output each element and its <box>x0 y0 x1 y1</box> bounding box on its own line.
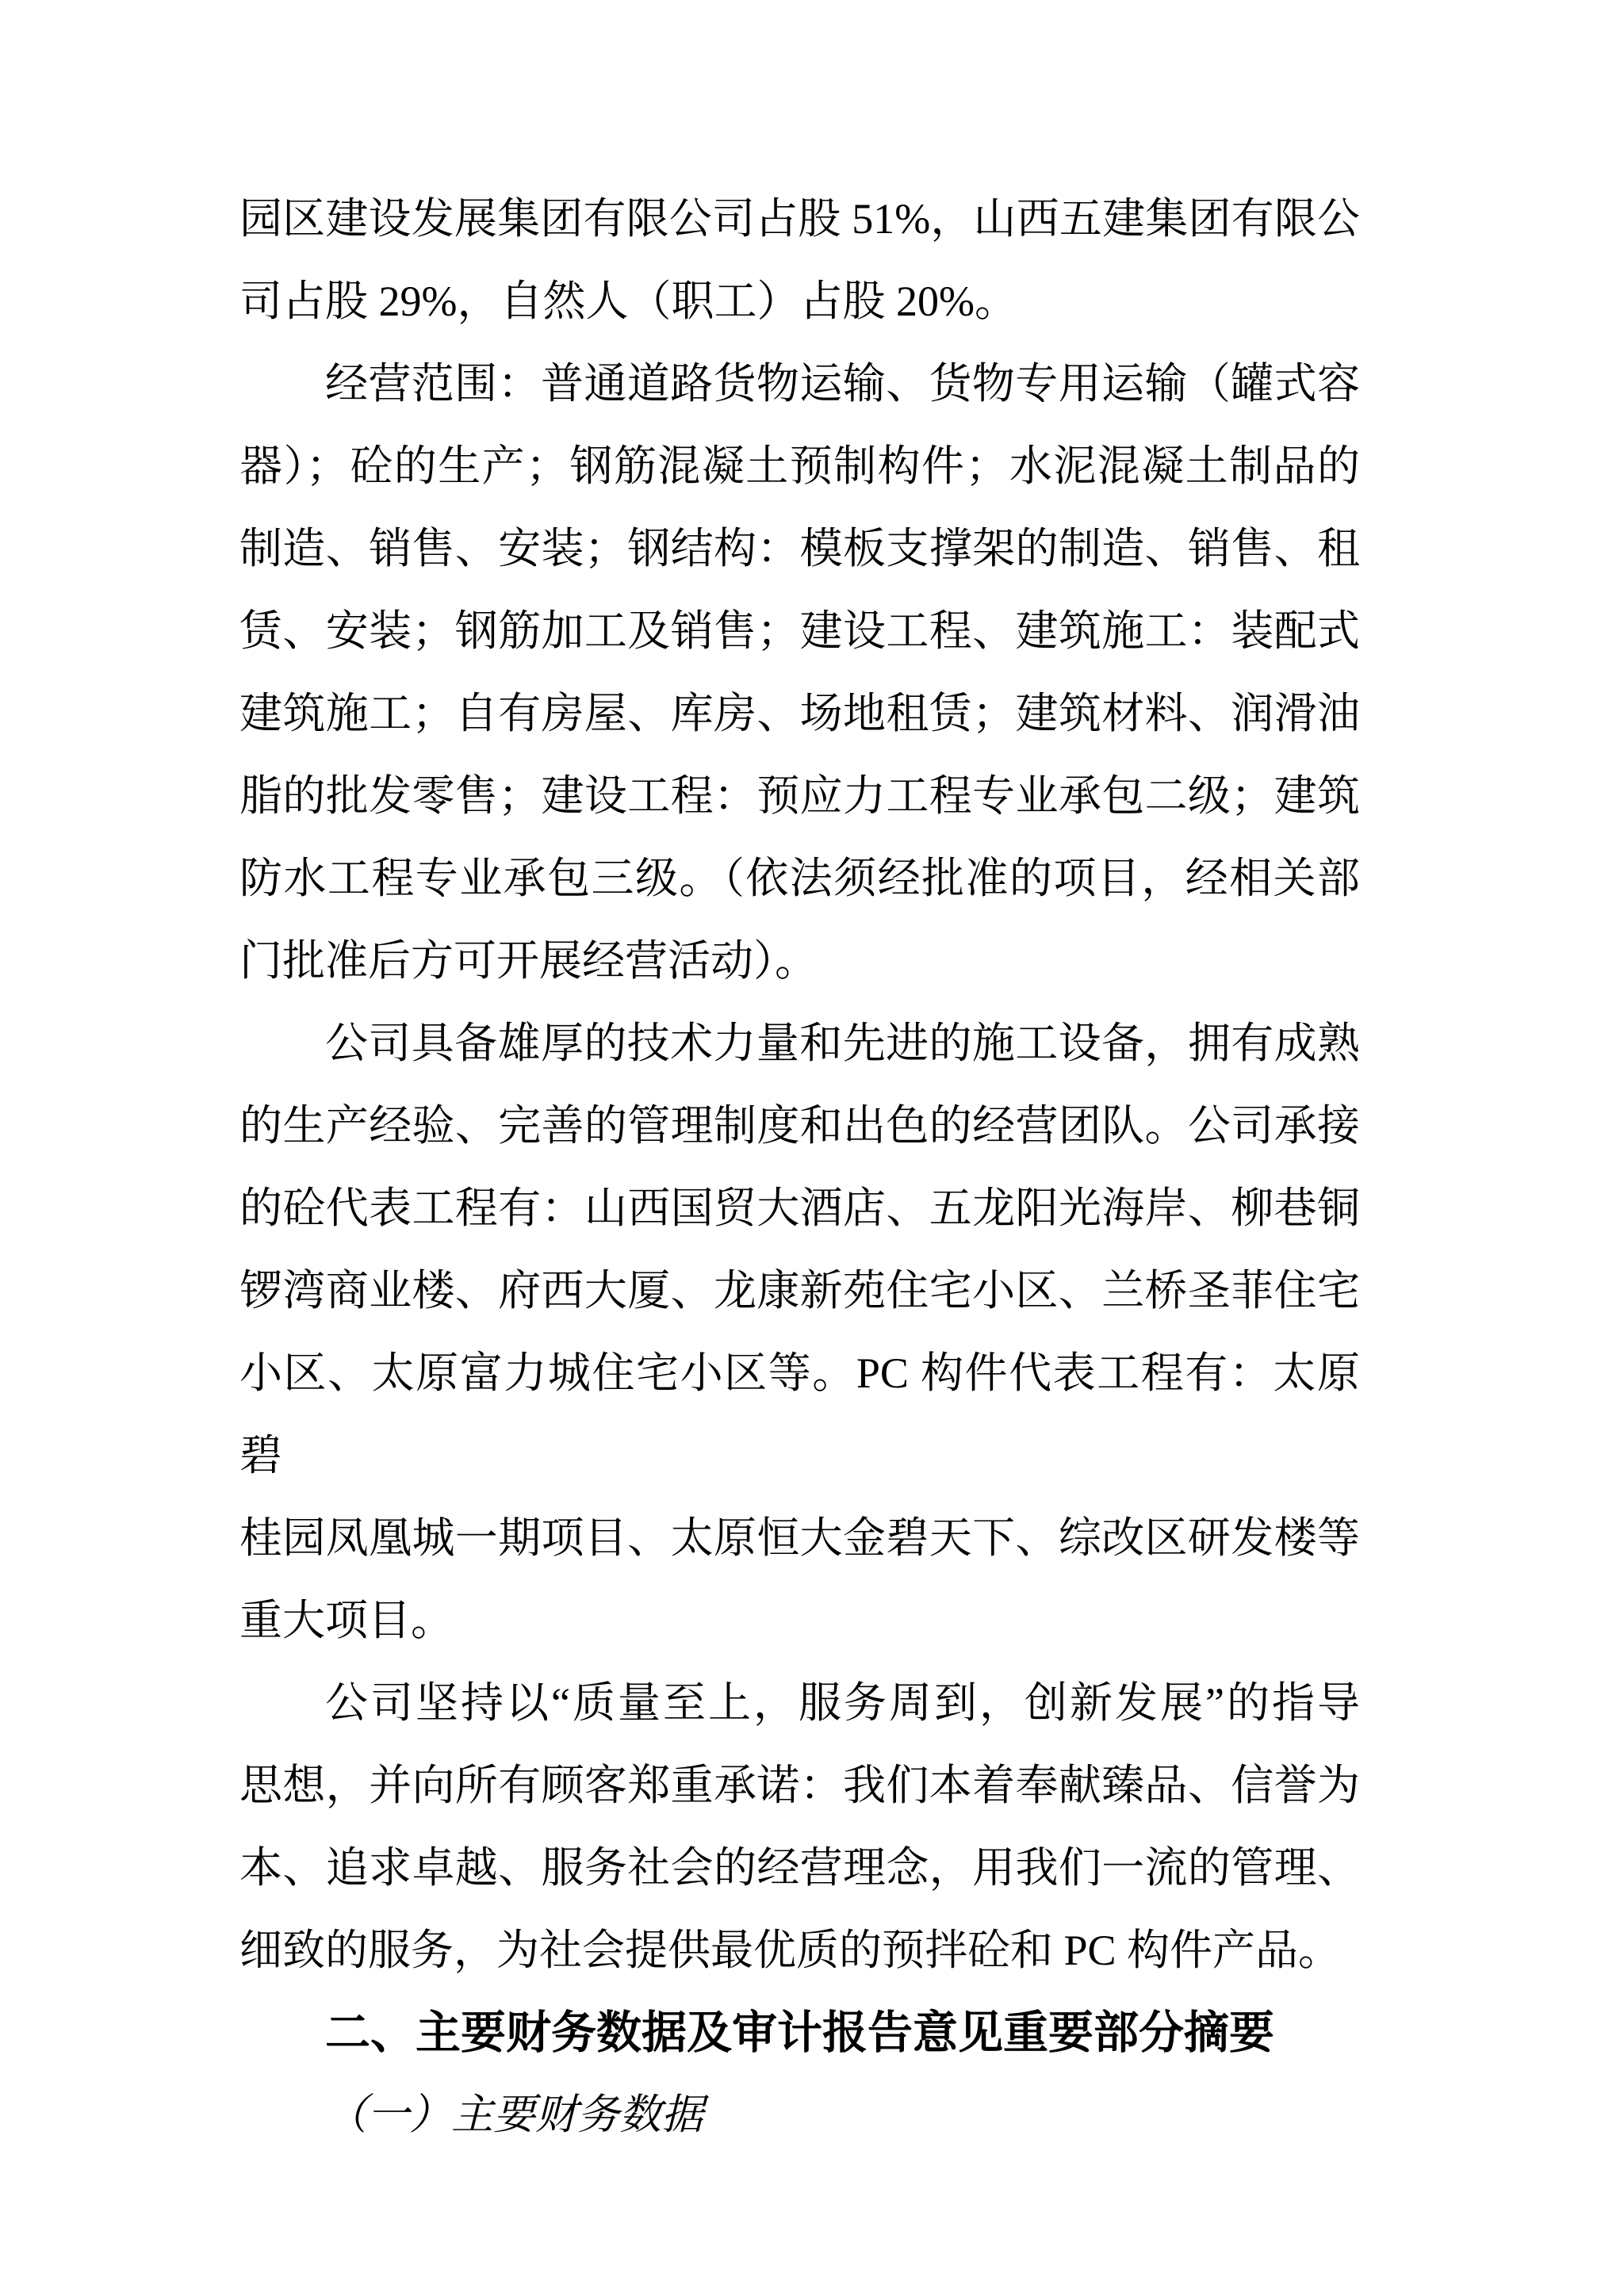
text-line: 重大项目。 <box>239 1597 454 1644</box>
text-line: 赁、安装；钢筋加工及销售；建设工程、建筑施工：装配式 <box>239 607 1360 655</box>
text-line: 公司坚持以“质量至上，服务周到，创新发展”的指导 <box>325 1679 1360 1727</box>
text-line: 制造、销售、安装；钢结构：模板支撑架的制造、销售、租 <box>239 525 1360 572</box>
text-line: 司占股 29%，自然人（职工）占股 20%。 <box>239 277 1017 325</box>
text-line: 细致的服务，为社会提供最优质的预拌砼和 PC 构件产品。 <box>239 1927 1342 1974</box>
text-line: 防水工程专业承包三级。（依法须经批准的项目，经相关部 <box>239 855 1360 902</box>
section-heading: 二、主要财务数据及审计报告意见重要部分摘要 <box>325 2007 1274 2058</box>
text-line: 本、追求卓越、服务社会的经营理念，用我们一流的管理、 <box>239 1844 1360 1892</box>
text-line: 桂园凤凰城一期项目、太原恒大金碧天下、综改区研发楼等 <box>239 1514 1360 1562</box>
text-line: 器）；砼的生产；钢筋混凝土预制构件；水泥混凝土制品的 <box>239 442 1360 490</box>
text-line: 园区建设发展集团有限公司占股 51%，山西五建集团有限公 <box>239 195 1360 243</box>
text-line: 公司具备雄厚的技术力量和先进的施工设备，拥有成熟 <box>325 1020 1360 1067</box>
text-line: 的生产经验、完善的管理制度和出色的经营团队。公司承接 <box>239 1102 1360 1150</box>
text-line: 的砼代表工程有：山西国贸大酒店、五龙阳光海岸、柳巷铜 <box>239 1184 1360 1232</box>
text-line: 小区、太原富力城住宅小区等。PC 构件代表工程有：太原碧 <box>239 1349 1360 1479</box>
text-line: 思想，并向所有顾客郑重承诺：我们本着奉献臻品、信誉为 <box>239 1762 1360 1809</box>
text-line: 建筑施工；自有房屋、库房、场地租赁；建筑材料、润滑油 <box>239 690 1360 737</box>
text-line: 锣湾商业楼、府西大厦、龙康新苑住宅小区、兰桥圣菲住宅 <box>239 1267 1360 1314</box>
text-line: 门批准后方可开展经营活动）。 <box>239 937 818 985</box>
subsection-heading: （一）主要财务数据 <box>325 2092 703 2138</box>
text-line: 经营范围：普通道路货物运输、货物专用运输（罐式容 <box>325 360 1360 408</box>
text-line: 脂的批发零售；建设工程：预应力工程专业承包二级；建筑 <box>239 772 1360 820</box>
